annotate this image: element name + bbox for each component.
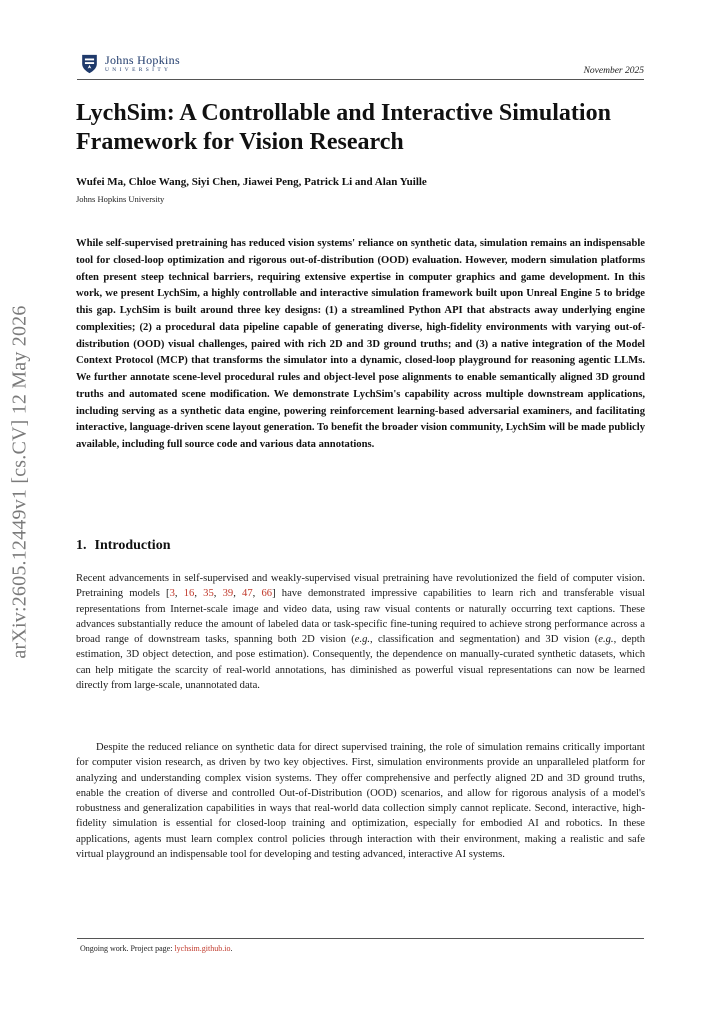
arxiv-stamp-text: arXiv:2605.12449v1 [cs.CV] 12 May 2026 [8, 305, 31, 659]
citation-link[interactable]: 35 [203, 588, 214, 600]
intro-text: Recent advancements in self-supervised and weakly-supervised visual pretraining have revolutionized the field of computer vision. Pretraining models [ [76, 573, 645, 600]
citation-link[interactable]: 16 [183, 588, 195, 600]
italic-abbrev: e.g. [354, 634, 371, 646]
project-page-link[interactable]: lychsim.github.io [174, 944, 231, 953]
intro-paragraph-2: Despite the reduced reliance on synthetic data for direct supervised training, the role of simulation remains critically important for computer vision research, as driven by two key objectives. First, simulation environments provide an unparalleled platform for analyzing and understanding complex vision systems. They offer comprehensive and perfectly aligned 2D and 3D ground truths, enable the creation of diverse and controlled Out-of-Distribution (OOD) scenarios, and allow for rigorous analysis of a model's robustness and generalization capabilities in ways that real-world data collection simply cannot replicate. Second, interactive, high-fidelity simulation is essential for closed-loop training and optimization, especially for embodied AI and robotics. In these applications, agents must learn complex control policies through interaction with their environment, making a realistic and safe virtual playground an indispensable tool for developing and testing advanced, interactive AI systems. [76, 742, 645, 861]
citation-link[interactable]: 66 [261, 588, 273, 600]
intro-paragraph-1 [76, 571, 645, 693]
logo-name: Johns Hopkins [105, 53, 180, 68]
section-number: 1. [76, 538, 87, 553]
citation-link[interactable]: 3 [169, 588, 175, 600]
citation-separator: , [194, 588, 204, 600]
abstract: While self-supervised pretraining has reduced vision systems' reliance on synthetic data, simulation remains an indispensable tool for closed-loop optimization and rigorous out-of-distribution (OOD) evaluation. However, modern simulation platforms often present steep technical barriers, requiring extensive expertise in computer graphics and game development. In this work, we present LychSim, a highly controllable and interactive simulation framework built upon Unreal Engine 5 to bridge this gap. LychSim is built around three key designs: (1) a streamlined Python API that abstracts away underlying engine complexities; (2) a procedural data pipeline capable of generating diverse, high-fidelity environments with varying out-of-distribution (OOD) visual challenges, paired with rich 2D and 3D ground truths; and (3) a native integration of the Model Context Protocol (MCP) that transforms the simulator into a dynamic, closed-loop playground for reasoning agentic LLMs. We further annotate scene-level procedural rules and object-level pose alignments to enable semantically aligned 3D ground truths and automated scene modification. We demonstrate LychSim's capability across multiple downstream applications, including serving as a synthetic data engine, powering reinforcement learning-based adversarial examiners, and facilitating interactive, language-driven scene layout generation. To benefit the broader vision community, LychSim will be made publicly available, including full source code and various data annotations. [76, 238, 645, 451]
footnote-divider [77, 938, 644, 939]
footnote-end: . [230, 944, 233, 953]
footnote-text: Ongoing work. Project page: [80, 944, 175, 953]
footnote [80, 944, 232, 953]
university-shield-icon [80, 53, 99, 75]
section-title: Introduction [94, 538, 171, 553]
citation-link[interactable]: 47 [242, 588, 253, 600]
citation-separator: , [174, 588, 184, 600]
italic-abbrev: e.g. [598, 634, 614, 646]
citation-link[interactable]: 39 [222, 588, 234, 600]
intro-text: ] have demonstrated impressive capabilities to learn rich and transferable visual representations from Internet-scale image and video data, using raw visual contents or naturally occurring text captions. These advances substantially reduce the amount of labeled data or task-specific fine-tuning required to achieve strong performance across a broad range of downstream tasks, spanning both 2D vision ( [76, 588, 646, 646]
paper-title: LychSim: A Controllable and Interactive Simulation Framework for Vision Research [76, 100, 611, 155]
citation-separator: , [252, 588, 262, 600]
header-divider [77, 79, 644, 80]
citation-separator: , [213, 588, 223, 600]
intro-text: , classification and segmentation) and 3D vision ( [370, 634, 599, 646]
logo-university: UNIVERSITY [105, 67, 172, 74]
section-heading-introduction [76, 538, 170, 554]
intro-text: , depth estimation, 3D object detection, and pose estimation). Consequently, the dependence on manually-curated synthetic datasets, which can help mitigate the scarcity of real-world annotations, has diminished as powerful visual representations can now be learned directly from large-scale, unannotated data. [76, 634, 646, 692]
jhu-logo [80, 52, 180, 76]
citation-separator: , [233, 588, 243, 600]
affiliation: Johns Hopkins University [76, 194, 165, 204]
publication-date: November 2025 [583, 66, 644, 76]
author-list: Wufei Ma, Chloe Wang, Siyi Chen, Jiawei Peng, Patrick Li and Alan Yuille [76, 176, 427, 188]
